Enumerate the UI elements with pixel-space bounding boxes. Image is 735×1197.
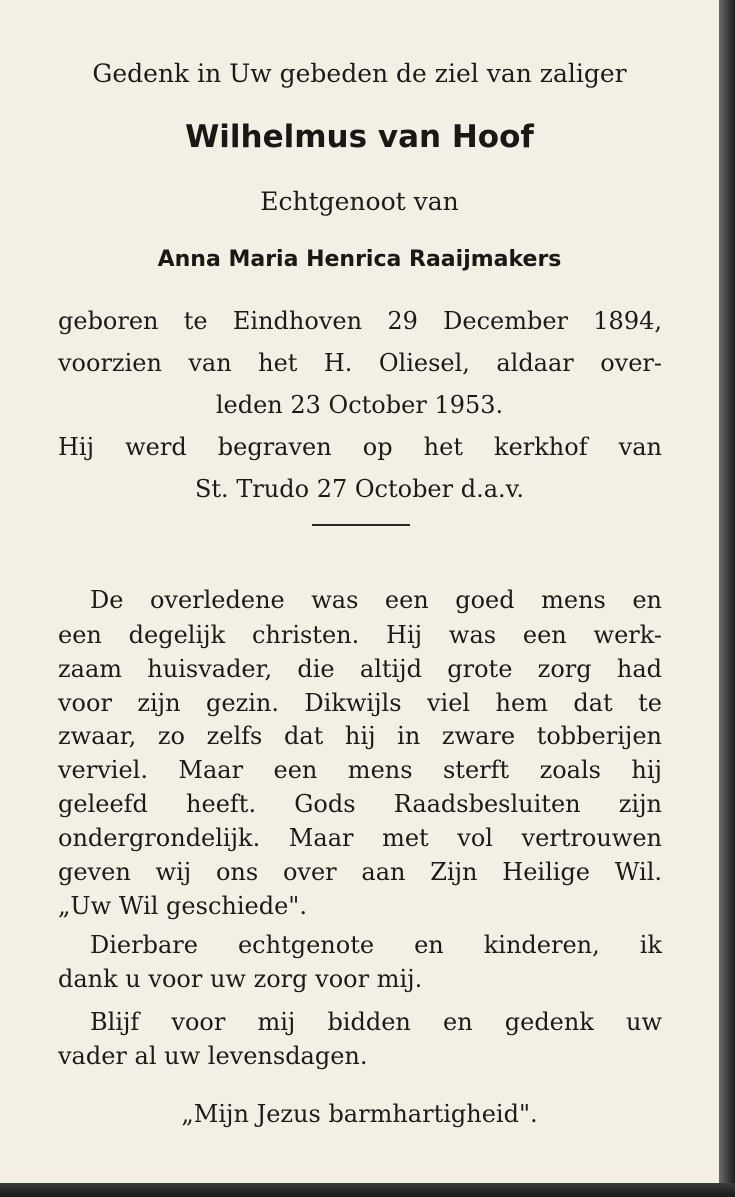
prayer-line: vader al uw levensdagen. (58, 1042, 368, 1070)
tribute-line: geven wij ons over aan Zijn Heilige Wil. (58, 858, 662, 886)
tribute-line: geleefd heeft. Gods Raadsbesluiten zijn (58, 790, 662, 818)
thanks-line: dank u voor uw zorg voor mij. (58, 965, 423, 993)
prayer-line: Blijf voor mij bidden en gedenk uw (90, 1008, 662, 1036)
tribute-line: een degelijk christen. Hij was een werk- (58, 621, 662, 649)
bio-line: leden 23 October 1953. (215, 391, 504, 419)
card-header: Gedenk in Uw gebeden de ziel van zaliger (92, 59, 627, 88)
tribute-line: De overledene was een goed mens en (90, 586, 662, 614)
tribute-line: „Uw Wil geschiede". (58, 892, 307, 920)
card-edge-shadow (719, 0, 735, 1197)
closing-invocation: „Mijn Jezus barmhartigheid". (181, 1100, 538, 1128)
tribute-line: verviel. Maar een mens sterft zoals hij (58, 756, 662, 784)
tribute-line: ondergrondelijk. Maar met vol vertrouwen (58, 824, 662, 852)
bio-line: St. Trudo 27 October d.a.v. (194, 475, 525, 503)
tribute-line: voor zijn gezin. Dikwijls viel hem dat te (58, 689, 662, 717)
bio-line: geboren te Eindhoven 29 December 1894, (58, 307, 662, 335)
tribute-line: zaam huisvader, die altijd grote zorg had (58, 655, 662, 683)
divider (312, 524, 410, 526)
bio-line: voorzien van het H. Oliesel, aldaar over- (58, 349, 662, 377)
bio-line: Hij werd begraven op het kerkhof van (58, 433, 662, 461)
thanks-line: Dierbare echtgenote en kinderen, ik (90, 931, 662, 959)
spouse-name: Anna Maria Henrica Raaijmakers (157, 247, 562, 272)
card-edge-shadow (0, 1183, 735, 1197)
relation-label: Echtgenoot van (260, 187, 459, 216)
deceased-name: Wilhelmus van Hoof (185, 119, 534, 155)
tribute-line: zwaar, zo zelfs dat hij in zware tobberijen (58, 722, 662, 750)
